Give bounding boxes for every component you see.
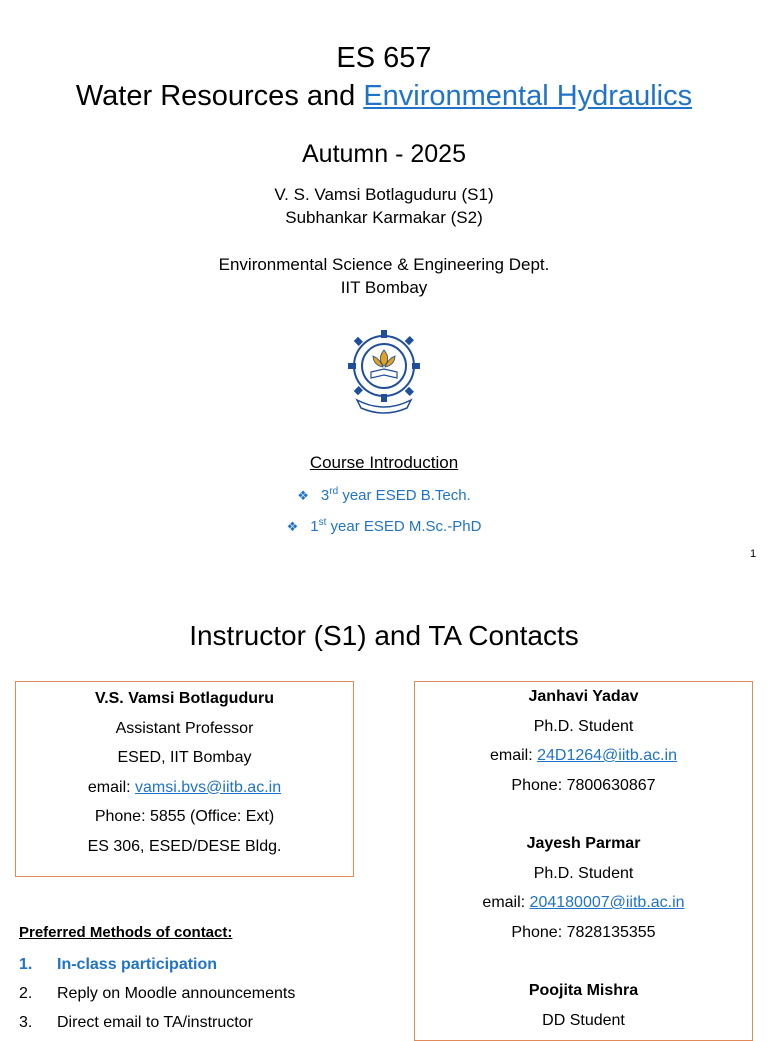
ta-email-link[interactable]: 204180007@iitb.ac.in xyxy=(529,894,685,911)
diamond-bullet-icon: ❖ xyxy=(297,488,309,503)
course-code: ES 657 xyxy=(336,42,432,74)
term: Autumn - 2025 xyxy=(302,140,466,168)
instructor-email-link[interactable]: vamsi.bvs@iitb.ac.in xyxy=(135,778,282,796)
ta-email-line: email: 24D1264@iitb.ac.in xyxy=(489,747,677,764)
ta-email-line: email: 204180007@iitb.ac.in xyxy=(482,894,685,911)
iit-bombay-logo-icon xyxy=(337,322,431,416)
diamond-bullet-icon: ❖ xyxy=(286,519,299,534)
instructor-email-line: email: vamsi.bvs@iitb.ac.in xyxy=(87,778,282,796)
ta-role: Ph.D. Student xyxy=(533,717,634,735)
list-item: 3. Direct email to TA/instructor xyxy=(19,1014,253,1031)
instructor-phone: Phone: 5855 (Office: Ext) xyxy=(94,808,275,825)
instructor-names xyxy=(0,183,768,229)
ta-phone: Phone: 7800630867 xyxy=(511,776,656,794)
audience-item: ❖ 3rd year ESED B.Tech. xyxy=(297,486,471,504)
ta-role: Ph.D. Student xyxy=(533,864,634,882)
instructor-name-1: V. S. Vamsi Botlaguduru (S1) xyxy=(274,185,494,204)
instructor-name-2: Subhankar Karmakar (S2) xyxy=(285,208,483,227)
ta-name: Jayesh Parmar xyxy=(526,835,641,852)
ta-card xyxy=(414,681,753,1041)
ta-phone: Phone: 7828135355 xyxy=(511,923,656,941)
ta-name: Poojita Mishra xyxy=(528,982,639,999)
instructor-role: Assistant Professor xyxy=(115,719,254,737)
list-item: 1. In-class participation xyxy=(19,956,218,973)
ta-role: DD Student xyxy=(542,1011,625,1029)
department-name: Environmental Science & Engineering Dept. xyxy=(218,255,550,274)
department xyxy=(0,253,768,299)
ta-name: Janhavi Yadav xyxy=(528,688,639,705)
instructor-office: ES 306, ESED/DESE Bldg. xyxy=(87,837,282,855)
course-title-link[interactable]: Environmental Hydraulics xyxy=(363,80,693,112)
audience-item: ❖ 1st year ESED M.Sc.-PhD xyxy=(286,517,482,535)
instructor-card xyxy=(15,681,354,877)
audience-list xyxy=(0,478,768,540)
course-title-plain: Water Resources and xyxy=(75,80,364,112)
ta-email-link[interactable]: 24D1264@iitb.ac.in xyxy=(537,747,677,764)
list-item: 2. Reply on Moodle announcements xyxy=(19,985,296,1002)
intro-heading: Course Introduction xyxy=(309,453,459,472)
slide-2 xyxy=(0,576,768,1031)
slide-title: Instructor (S1) and TA Contacts xyxy=(189,620,579,651)
course-title xyxy=(0,78,768,114)
page-number: 1 xyxy=(750,548,757,560)
instructor-affiliation: ESED, IIT Bombay xyxy=(117,749,252,766)
contact-heading: Preferred Methods of contact: xyxy=(19,924,233,941)
institute-name: IIT Bombay xyxy=(340,278,428,297)
instructor-name: V.S. Vamsi Botlaguduru xyxy=(94,690,274,707)
